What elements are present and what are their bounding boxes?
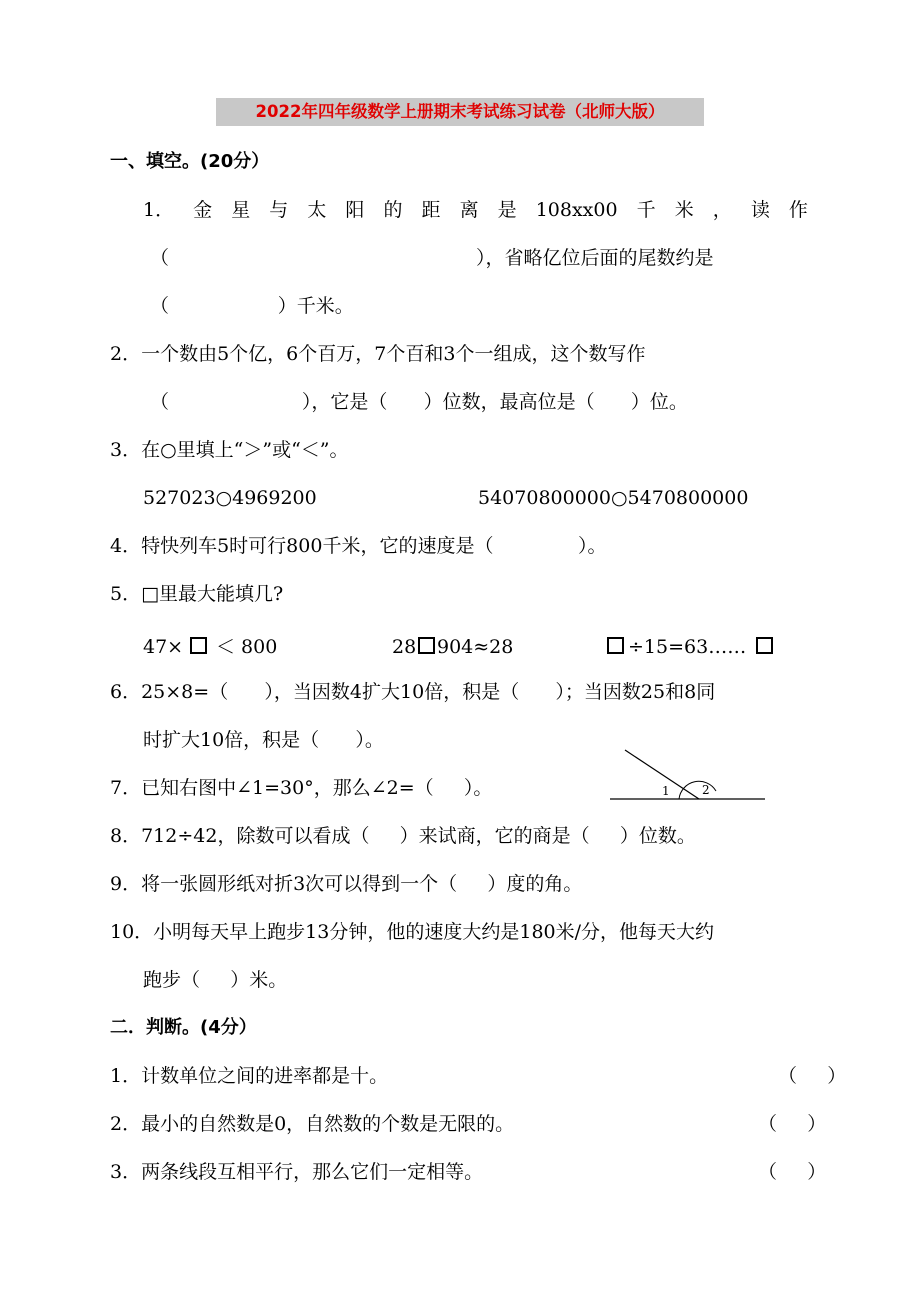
q3-compare-a: 527023○4969200 <box>143 487 317 509</box>
angle-figure <box>605 744 770 804</box>
q1-part: 1． <box>143 199 175 221</box>
q3-line-1: 3．在○里填上“＞”或“＜”。 <box>110 439 349 461</box>
answer-box[interactable] <box>418 637 435 654</box>
q1-part: 太 <box>307 199 327 221</box>
angle-arc <box>679 781 716 799</box>
q2-line-2: （ ），它是（ ）位数，最高位是（ ）位。 <box>150 391 688 413</box>
judge-blank-3[interactable]: （ ） <box>758 1161 827 1183</box>
q8-text: 8．712÷42，除数可以看成（ ）来试商，它的商是（ ）位数。 <box>110 825 696 847</box>
q5-expr-a-prefix: 47× <box>143 636 184 658</box>
q1-part: 阳 <box>345 199 365 221</box>
q3-compare-b: 54070800000○5470800000 <box>478 487 749 509</box>
q1-line-1 <box>143 198 808 222</box>
q2-line-1: 2．一个数由5个亿，6个百万，7个百和3个一组成，这个数写作 <box>110 343 646 365</box>
q1-part: 离 <box>459 199 479 221</box>
q5-expr-b-prefix: 28 <box>392 636 417 658</box>
q1-part: 108xx00 <box>535 199 618 221</box>
judge-blank-1[interactable]: （ ） <box>778 1065 847 1087</box>
section-1-heading: 一、填空。(20分） <box>110 151 270 172</box>
q1-part: 米 <box>674 199 694 221</box>
exam-title: 2022年四年级数学上册期末考试练习试卷（北师大版） <box>216 98 704 126</box>
q1-part: 距 <box>421 199 441 221</box>
q1-blank-open: （ <box>150 247 170 269</box>
q5-line-1: 5．□里最大能填几? <box>110 583 284 605</box>
q5-expr-a-suffix: ＜ 800 <box>216 636 278 658</box>
q1-part: 星 <box>231 199 251 221</box>
q1-part: 作 <box>788 199 808 221</box>
q1-part: 的 <box>383 199 403 221</box>
q6-line-2: 时扩大10倍，积是（ ）。 <box>143 729 384 751</box>
q7-text: 7．已知右图中∠1=30°，那么∠2=（ ）。 <box>110 777 493 799</box>
q1-line-2: ），省略亿位后面的尾数约是 <box>476 247 714 269</box>
q1-part: 千 <box>636 199 656 221</box>
angle-1-label: 1 <box>662 784 670 798</box>
judge-blank-2[interactable]: （ ） <box>758 1113 827 1135</box>
q9-text: 9．将一张圆形纸对折3次可以得到一个（ ）度的角。 <box>110 873 583 895</box>
q1-part: 金 <box>193 199 213 221</box>
q4-text: 4．特快列车5时可行800千米，它的速度是（ ）。 <box>110 535 607 557</box>
q1-part: 是 <box>497 199 517 221</box>
answer-box[interactable] <box>607 637 624 654</box>
judge-item-1: 1．计数单位之间的进率都是十。 <box>110 1065 389 1087</box>
q10-line-1: 10．小明每天早上跑步13分钟，他的速度大约是180米/分，他每天大约 <box>110 921 715 943</box>
q1-part: 读 <box>750 199 770 221</box>
answer-box[interactable] <box>190 637 207 654</box>
q5-expr-b-suffix: 904≈28 <box>437 636 514 658</box>
q5-expr-c-suffix: ÷15=63…… <box>628 636 747 658</box>
q1-part: ， <box>712 199 732 221</box>
judge-item-3: 3．两条线段互相平行，那么它们一定相等。 <box>110 1161 484 1183</box>
section-2-heading: 二．判断。(4分） <box>110 1017 257 1038</box>
q1-line-3: （ ）千米。 <box>150 295 354 317</box>
angle-2-label: 2 <box>702 783 710 797</box>
q6-line-1: 6．25×8=（ ），当因数4扩大10倍，积是（ ）；当因数25和8同 <box>110 681 716 703</box>
q10-line-2: 跑步（ ）米。 <box>143 969 288 991</box>
q1-part: 与 <box>269 199 289 221</box>
judge-item-2: 2．最小的自然数是0，自然数的个数是无限的。 <box>110 1113 515 1135</box>
answer-box[interactable] <box>756 637 773 654</box>
